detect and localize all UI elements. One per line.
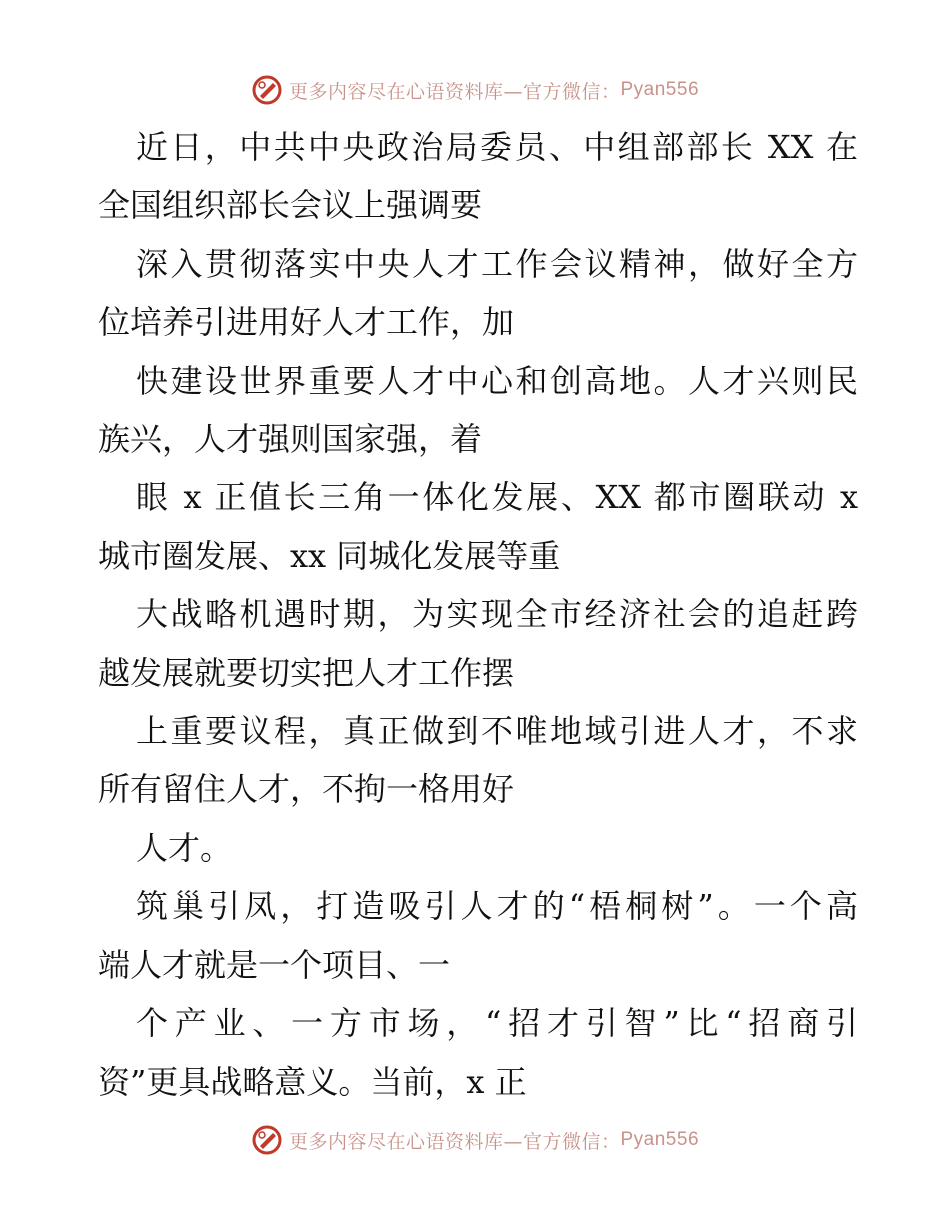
- paragraph-line: 所有留住人才，不拘一格用好: [98, 770, 515, 809]
- paragraph: [98, 118, 858, 235]
- paragraph-line: 上重要议程，真正做到不唯地域引进人才，不求: [136, 712, 858, 751]
- paragraph-line: 眼 x 正值长三角一体化发展、XX 都市圈联动 x: [136, 478, 858, 517]
- paragraph-line: 端人才就是一个项目、一: [98, 945, 451, 984]
- watermark-text: 更多内容尽在心语资料库—官方微信：: [288, 1130, 621, 1153]
- paragraph-line: 族兴，人才强则国家强，着: [98, 420, 483, 459]
- paragraph: [98, 585, 858, 702]
- paragraph-line: 大战略机遇时期，为实现全市经济社会的追赶跨: [136, 595, 858, 634]
- watermark-wechat-id: Pyan556: [620, 79, 700, 100]
- paragraph-line: 越发展就要切实把人才工作摆: [98, 653, 515, 692]
- paragraph: [98, 352, 858, 469]
- brand-logo-icon: [251, 1124, 283, 1156]
- paragraph: [98, 235, 858, 352]
- paragraph: [98, 819, 858, 877]
- paragraph-line: 近日，中共中央政治局委员、中组部部长 XX 在: [136, 128, 858, 166]
- paragraph-line: 资”更具战略意义。当前，x 正: [98, 1062, 527, 1101]
- paragraph-line: 人才。: [136, 828, 233, 867]
- paragraph: [98, 468, 858, 585]
- paragraph: [98, 877, 858, 994]
- paragraph-line: 全国组织部长会议上强调要: [98, 186, 483, 225]
- paragraph-line: 筑巢引凤，打造吸引人才的“梧桐树”。一个高: [136, 887, 858, 926]
- paragraph-line: 快建设世界重要人才中心和创高地。人才兴则民: [136, 361, 858, 400]
- paragraph-line: 深入贯彻落实中央人才工作会议精神，做好全方: [136, 244, 858, 283]
- paragraph: [98, 702, 858, 819]
- header-watermark: [0, 70, 950, 110]
- brand-logo-icon: [251, 74, 283, 106]
- watermark-text: 更多内容尽在心语资料库—官方微信：: [288, 80, 621, 103]
- paragraph: [98, 994, 858, 1111]
- paragraph-line: 位培养引进用好人才工作，加: [98, 303, 515, 342]
- paragraph-line: 城市圈发展、xx 同城化发展等重: [98, 536, 561, 575]
- paragraph-line: 个产业、一方市场，“招才引智”比“招商引: [136, 1004, 858, 1043]
- watermark-wechat-id: Pyan556: [620, 1129, 700, 1150]
- footer-watermark: [0, 1120, 950, 1160]
- document-body: [98, 118, 858, 1111]
